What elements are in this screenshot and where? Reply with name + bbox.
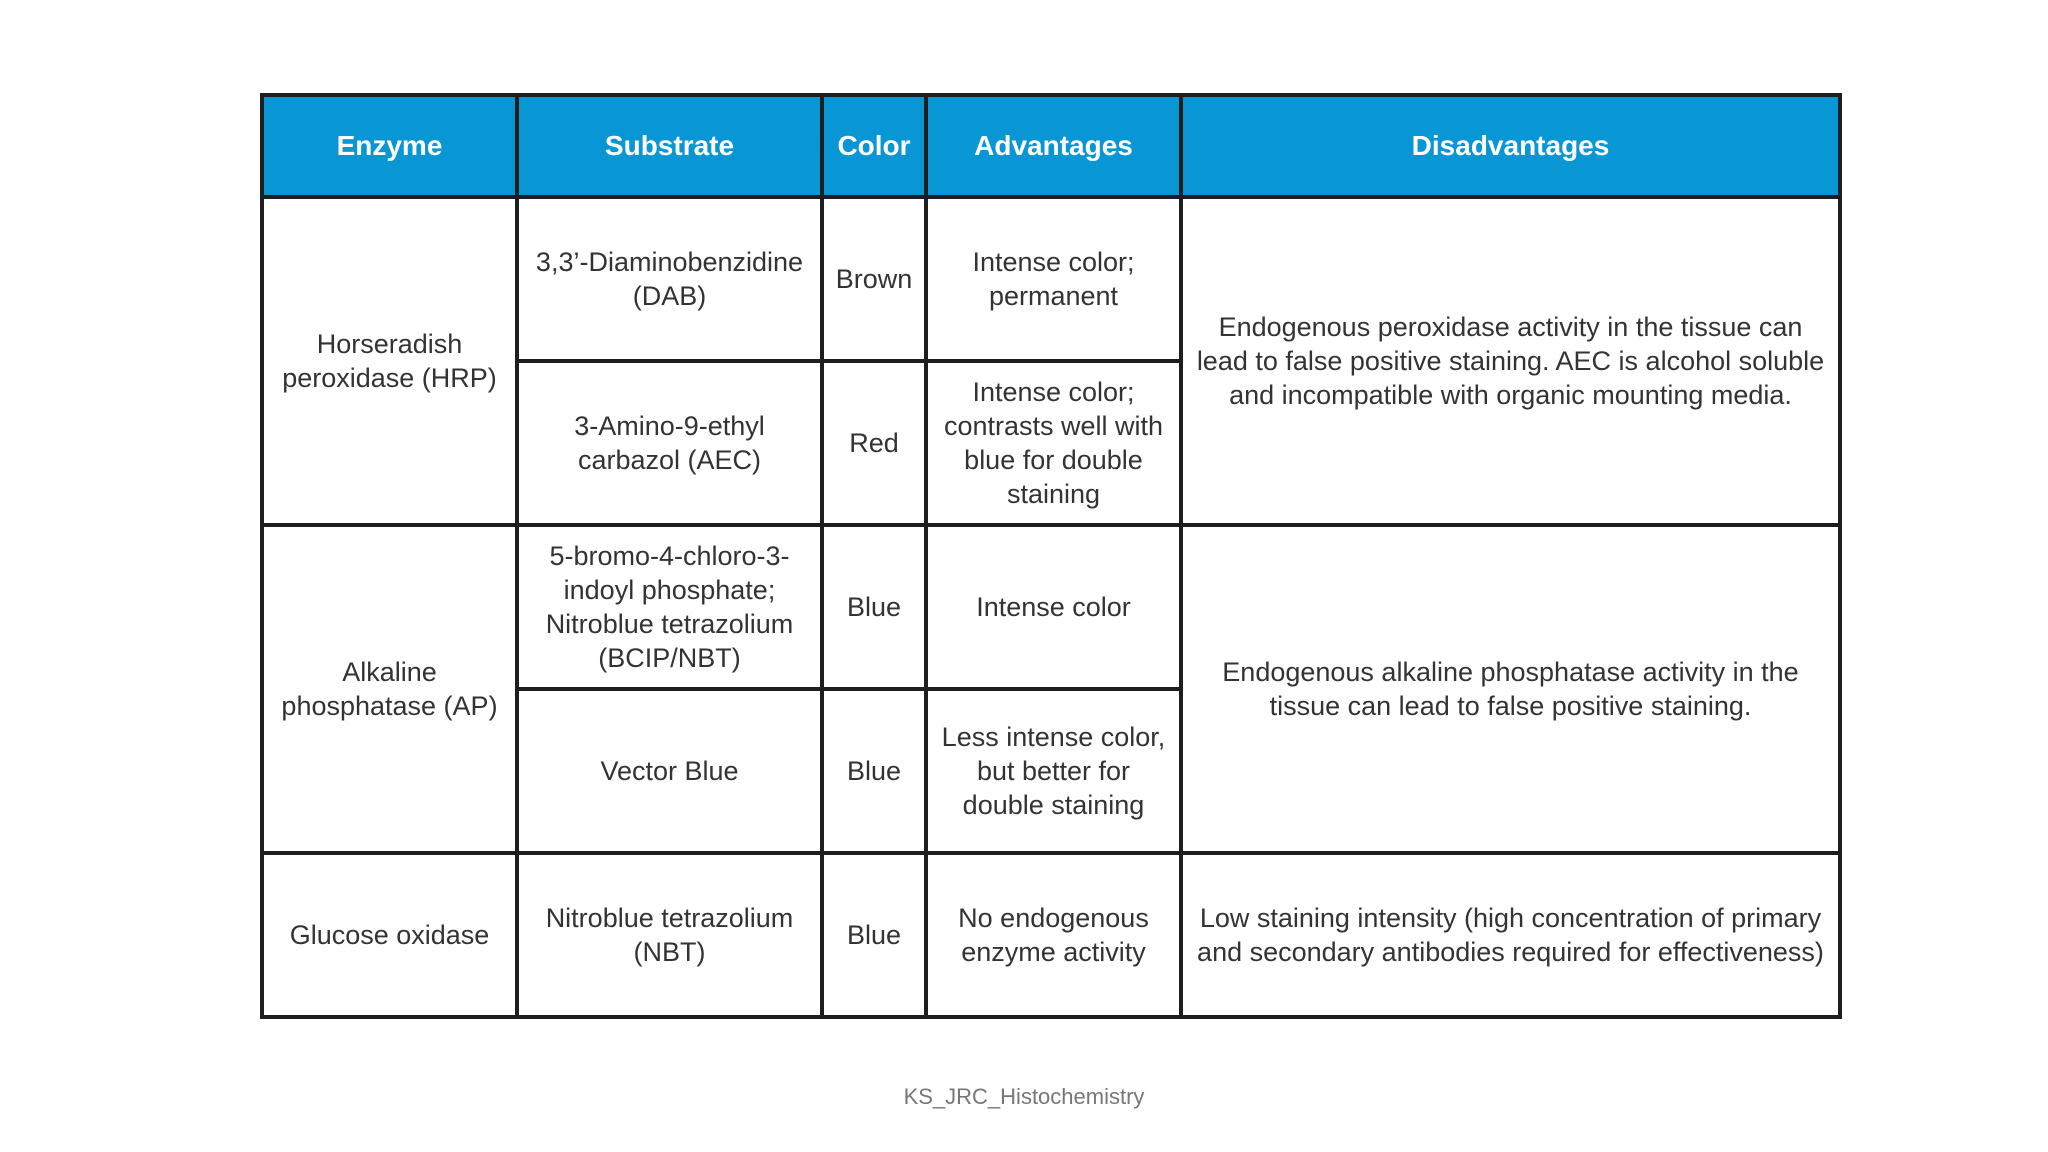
substrate-cell-dab: 3,3’-Diaminobenzidine (DAB) [517, 197, 822, 361]
table-row [262, 853, 1840, 1017]
enzyme-table [260, 93, 1842, 1019]
advantages-cell-nbt: No endogenous enzyme activity [926, 853, 1181, 1017]
substrate-cell-bcip-nbt: 5-bromo-4-chloro-3-indoyl phosphate; Nitroblue tetrazolium (BCIP/NBT) [517, 525, 822, 689]
header-row [262, 95, 1840, 197]
color-cell-nbt: Blue [822, 853, 926, 1017]
color-cell-aec: Red [822, 361, 926, 525]
disadvantages-cell-ap: Endogenous alkaline phosphatase activity in the tissue can lead to false positive staining. [1181, 525, 1840, 853]
advantages-cell-aec: Intense color; contrasts well with blue for double staining [926, 361, 1181, 525]
disadvantages-cell-hrp: Endogenous peroxidase activity in the tissue can lead to false positive staining. AEC is alcohol soluble and incompatible with organic mounting media. [1181, 197, 1840, 525]
advantages-cell-vector-blue: Less intense color, but better for double staining [926, 689, 1181, 853]
table-row [262, 197, 1840, 361]
enzyme-cell-hrp: Horseradish peroxidase (HRP) [262, 197, 517, 525]
color-cell-dab: Brown [822, 197, 926, 361]
substrate-cell-nbt: Nitroblue tetrazolium (NBT) [517, 853, 822, 1017]
header-enzyme: Enzyme [262, 95, 517, 197]
advantages-cell-bcip-nbt: Intense color [926, 525, 1181, 689]
table-row [262, 525, 1840, 689]
color-cell-vector-blue: Blue [822, 689, 926, 853]
header-color: Color [822, 95, 926, 197]
enzyme-cell-glucose-oxidase: Glucose oxidase [262, 853, 517, 1017]
advantages-cell-dab: Intense color; permanent [926, 197, 1181, 361]
color-cell-bcip-nbt: Blue [822, 525, 926, 689]
header-disadvantages: Disadvantages [1181, 95, 1840, 197]
slide-footer: KS_JRC_Histochemistry [903, 1084, 1145, 1109]
enzyme-table-container [260, 93, 1838, 1019]
substrate-cell-aec: 3-Amino-9-ethyl carbazol (AEC) [517, 361, 822, 525]
disadvantages-cell-glucose-oxidase: Low staining intensity (high concentration of primary and secondary antibodies required for effectiveness) [1181, 853, 1840, 1017]
substrate-cell-vector-blue: Vector Blue [517, 689, 822, 853]
header-substrate: Substrate [517, 95, 822, 197]
header-advantages: Advantages [926, 95, 1181, 197]
enzyme-cell-ap: Alkaline phosphatase (AP) [262, 525, 517, 853]
